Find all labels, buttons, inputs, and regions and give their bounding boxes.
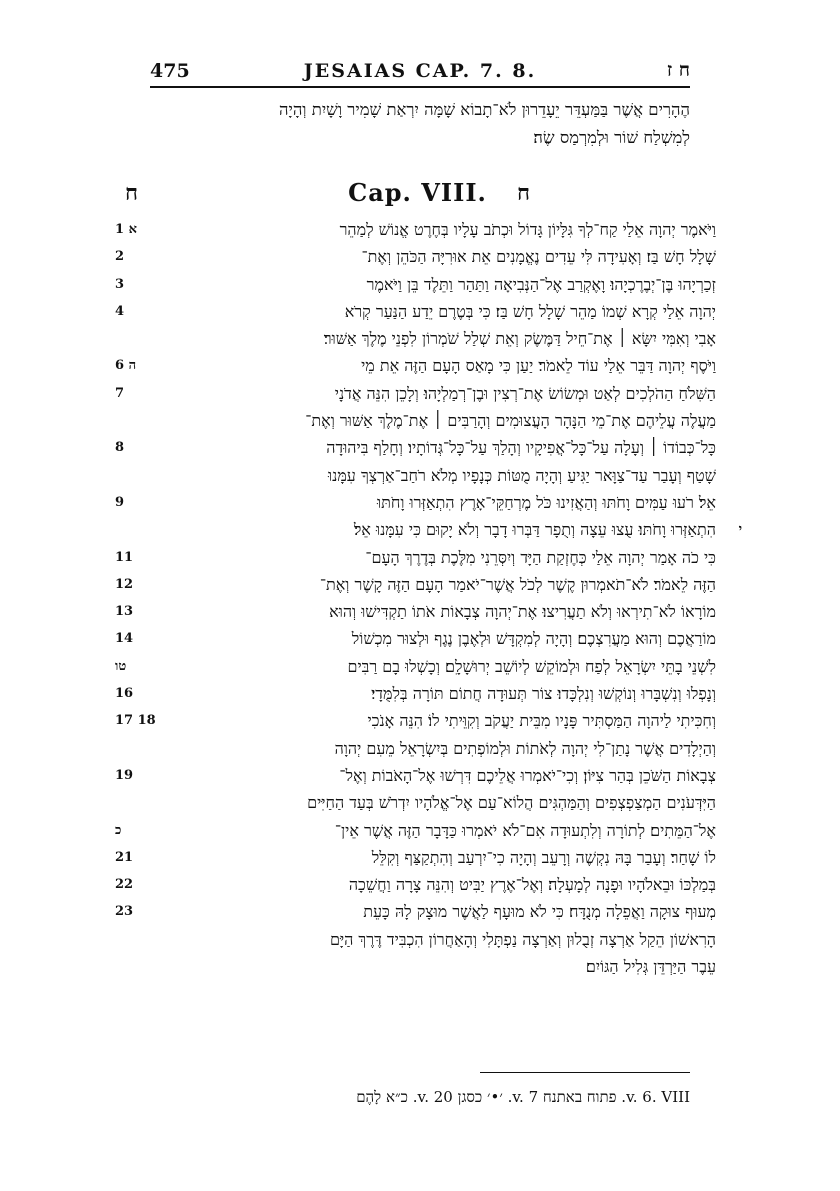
hebrew-text: שָׁטַף וְעָבַר עַד־צַוָּאר יַגִּיעַ וְהָיָה מֻטּוֹת כְּנָפָיו מְלֹא רֹחַב־אַרְצְךָ עִמָּנוּ	[328, 465, 716, 485]
hebrew-text: הַזֶּה לֵאמֹר׃ לֹא־תֹאמְרוּן קֶשֶׁר לְכֹל אֲשֶׁר־יֹאמַר הָעָם הַזֶּה קָשֶׁר וְאֶת־	[319, 574, 716, 594]
hebrew-text: אֶל־הַמֵּתִים׃ לְתוֹרָה וְלִתְעוּדָה אִם־לֹא יֹאמְרוּ כַּדָּבָר הַזֶּה אֲשֶׁר אֵין־	[334, 820, 716, 840]
verse-number-margin: י	[738, 522, 742, 538]
verse-number: 2	[115, 249, 125, 265]
verse-number: 13	[115, 604, 134, 620]
verse-line	[115, 598, 720, 625]
hebrew-text: הַשִּׁלֹחַ הַהֹלְכִים לְאַט וּמְשׂוֹשׂ אֶת־רְצִין וּבֶן־רְמַלְיָהוּ׃ וְלָכֵן הִנֵּה אֲדֹנָי	[334, 383, 716, 403]
verse-number: 1 א	[115, 222, 137, 237]
text-line: הֶהָרִים אֲשֶׁר בַּמַּעְדֵּר יֵעָדֵרוּן לֹא־תָבוֹא שָׁמָּה יִרְאַת שָׁמִיר וָשָׁיִת וְהָיָה	[279, 100, 690, 119]
footnote-rule	[480, 1072, 690, 1073]
verse-line	[115, 817, 720, 844]
verse-number: 3	[115, 276, 125, 292]
verse-number: 8	[115, 440, 125, 456]
chapter-number-hebrew-left: ח	[125, 180, 139, 206]
hebrew-text: מַעֲלֶה עֲלֵיהֶם אֶת־מֵי הַנָּהָר הָעֲצוּמִים וְהָרַבִּים ׀ אֶת־מֶלֶךְ אַשּׁוּר וְאֶת־	[305, 411, 716, 431]
hebrew-text: מוֹרָאוֹ לֹא־תִירְאוּ וְלֹא תַעֲרִיצוּ׃ אֶת־יְהוָה צְבָאוֹת אֹתוֹ תַקְדִּישׁוּ וְהוּא	[329, 602, 716, 622]
verse-line	[115, 325, 720, 352]
verse-line	[115, 243, 720, 270]
verse-line	[115, 844, 720, 871]
hebrew-text: הַיִּדְּעֹנִים הַמְצַפְצְפִים וְהַמַּהְגִּים הֲלוֹא־עַם אֶל־אֱלֹהָיו יִדְרֹשׁ בְּעַד הַחַיִּים	[307, 793, 716, 813]
verse-number: כ	[115, 822, 122, 838]
verse-line	[115, 707, 720, 734]
verse-line	[115, 380, 720, 407]
hebrew-text: וְהַיְלָדִים אֲשֶׁר נָתַן־לִי יְהוָה לְאֹתוֹת וּלְמוֹפְתִים בְּיִשְׂרָאֵל מֵעִם יְהוָה	[334, 738, 716, 758]
hebrew-text: אֵל׃ רֹעוּ עַמִּים וָחֹתּוּ וְהַאֲזִינוּ כֹּל מֶרְחַקֵּי־אָרֶץ הִתְאַזְּרוּ וָחֹתּוּ	[377, 492, 716, 512]
hebrew-text: יְהוָה אֵלַי קְרָא שְׁמוֹ מַהֵר שָׁלָל חָשׁ בַּז׃ כִּי בְּטֶרֶם יֵדַע הַנַּעַר קְרֹא	[344, 301, 716, 321]
verse-number: 17 18	[115, 713, 156, 729]
hebrew-text: מְעוּף צוּקָה וַאֲפֵלָה מְנֻדָּח׃ כִּי לֹא מוּעָף לַאֲשֶׁר מוּצָק לָהּ כָּעֵת	[363, 902, 716, 922]
running-title-hebrew: ח ז	[666, 59, 690, 81]
hebrew-text: כִּי כֹה אָמַר יְהוָה אֵלַי כְּחֶזְקַת הַיָּד וְיִסְּרֵנִי מִלֶּכֶת בְּדֶרֶךְ הָעָם־	[365, 547, 716, 567]
verse-line	[115, 489, 720, 516]
verse-number: 6 ה	[115, 358, 137, 374]
hebrew-text: אָבִי וְאִמִּי יִשָּׂא ׀ אֶת־חֵיל דַּמֶּשֶׂק וְאֵת שְׁלַל שֹׁמְרוֹן לִפְנֵי מֶלֶךְ אַשּׁוּר׃	[323, 329, 716, 349]
verse-number: 22	[115, 877, 134, 893]
hebrew-text: כָּל־כְּבוֹדוֹ ׀ וְעָלָה עַל־כָּל־אֲפִיקָיו וְהָלַךְ עַל־כָּל־גְּדוֹתָיו׃ וְחָלַף בִּיהוּדָה	[326, 438, 716, 458]
hebrew-text: וְנָפְלוּ וְנִשְׁבָּרוּ וְנוֹקְשׁוּ וְנִלְכָּדוּ׃ צוֹר תְּעוּדָה חֲתוֹם תּוֹרָה בְּלִמֻּדָי׃	[371, 684, 716, 704]
hebrew-text: לוֹ שָׁחַר׃ וְעָבַר בָּהּ נִקְשֶׁה וְרָעֵב וְהָיָה כִי־יִרְעַב וְהִתְקַצַּף וְקִלֵּל	[371, 847, 716, 867]
hebrew-text: צְבָאוֹת הַשֹּׁכֵן בְּהַר צִיּוֹן׃ וְכִי־יֹאמְרוּ אֲלֵיכֶם דִּרְשׁוּ אֶל־הָאֹבוֹת וְאֶל־	[339, 765, 716, 785]
hebrew-text: זְכַרְיָהוּ בֶּן־יְבֶרֶכְיָהוּ׃ וָאֶקְרַב אֶל־הַנְּבִיאָה וַתַּהַר וַתֵּלֶד בֵּן וַיֹּאמֶר	[366, 274, 716, 294]
verse-line	[115, 871, 720, 898]
chapter-number-hebrew-right: ח	[516, 180, 530, 206]
text-line: לְמִשְׁלַח שׁוֹר וּלְמִרְמַס שֶׂה׃	[533, 128, 690, 147]
footnote: v. 6. VIII. פתוח באתנח v. 7. ׳•׳ כסגן v. 20. כ״א לָהֶם	[356, 1088, 690, 1106]
verse-line	[115, 462, 720, 489]
verse-number: 7	[115, 385, 125, 401]
verse-line	[115, 298, 720, 325]
hebrew-text: בְּמַלְכּוֹ וּבֵאלֹהָיו וּפָנָה לְמָעְלָה׃ וְאֶל־אֶרֶץ יַבִּיט וְהִנֵּה צָרָה וַחֲשֵׁכָה	[348, 875, 716, 895]
verse-line	[115, 789, 720, 816]
verse-line	[115, 216, 720, 243]
running-head	[150, 60, 690, 88]
hebrew-text: וַיֹּסֶף יְהוָה דַּבֵּר אֵלַי עוֹד לֵאמֹר׃ יַעַן כִּי מָאַס הָעָם הַזֶּה אֵת מֵי	[361, 356, 716, 376]
verse-line	[115, 680, 720, 707]
hebrew-text: וַיֹּאמֶר יְהוָה אֵלַי קַח־לְךָ גִּלָּיוֹן גָּדוֹל וּכְתֹב עָלָיו בְּחֶרֶט אֱנוֹשׁ לְמַהֵר	[339, 220, 716, 239]
verse-number: 16	[115, 686, 134, 702]
hebrew-text: וְחִכִּיתִי לַיהוָה הַמַּסְתִּיר פָּנָיו מִבֵּית יַעֲקֹב וְקִוֵּיתִי לוֹ׃ הִנֵּה אָנֹכִי	[367, 711, 716, 731]
chapter-heading	[115, 178, 720, 212]
running-title: JESAIAS CAP. 7. 8.	[303, 60, 537, 82]
verse-number: 11	[115, 549, 134, 565]
hebrew-text: עֵבֶר הַיַּרְדֵּן גְּלִיל הַגּוֹיִם׃	[585, 957, 716, 977]
verse-number: 4	[115, 303, 125, 319]
verse-number: 19	[115, 767, 134, 783]
chapter-7-ending	[150, 96, 690, 152]
verse-line	[115, 407, 720, 434]
verse-line	[115, 434, 720, 461]
verse-number: 9	[115, 494, 125, 510]
verse-line	[115, 762, 720, 789]
verse-number: 14	[115, 631, 134, 647]
hebrew-text: שָׁלָל חָשׁ בַּז׃ וְאָעִידָה לִּי עֵדִים נֶאֱמָנִים אֵת אוּרִיָּה הַכֹּהֵן וְאֶת־	[361, 247, 716, 267]
hebrew-text: הָרִאשׁוֹן הֵקַל אַרְצָה זְבֻלוּן וְאַרְצָה נַפְתָּלִי וְהָאַחֲרוֹן הִכְבִּיד דֶּרֶךְ הַיָּם	[329, 929, 716, 949]
hebrew-text: מוֹרַאֲכֶם וְהוּא מַעֲרִצְכֶם׃ וְהָיָה לְמִקְדָּשׁ וּלְאֶבֶן נֶגֶף וּלְצוּר מִכְשׁוֹל	[351, 629, 716, 649]
chapter-title: Cap. VIII.	[348, 178, 487, 207]
verse-line	[115, 653, 720, 680]
hebrew-text: לִשְׁנֵי בָתֵּי יִשְׂרָאֵל לְפַח וּלְמוֹקֵשׁ לְיוֹשֵׁב יְרוּשָׁלִָם׃ וְכָשְׁלוּ בָם רַבִּים	[347, 656, 716, 676]
verse-line	[115, 625, 720, 652]
verse-line	[115, 544, 720, 571]
verse-line	[115, 735, 720, 762]
verse-line	[115, 352, 720, 379]
verse-line	[115, 926, 720, 953]
verse-number: 23	[115, 904, 134, 920]
verse-number: טו	[115, 658, 127, 674]
verse-line	[115, 271, 720, 298]
hebrew-text: הִתְאַזְּרוּ וָחֹתּוּ׃ עֻצוּ עֵצָה וְתֻפָר דַּבְּרוּ דָבָר וְלֹא יָקוּם כִּי עִמָּנוּ אֵל׃	[353, 520, 716, 540]
verse-line	[115, 516, 742, 543]
verse-line	[115, 571, 720, 598]
chapter-8-text	[115, 216, 742, 980]
verse-line	[115, 953, 720, 980]
verse-line	[115, 898, 720, 925]
page-number: 475	[150, 60, 190, 82]
verse-number: 12	[115, 576, 134, 592]
verse-number: 21	[115, 849, 134, 865]
